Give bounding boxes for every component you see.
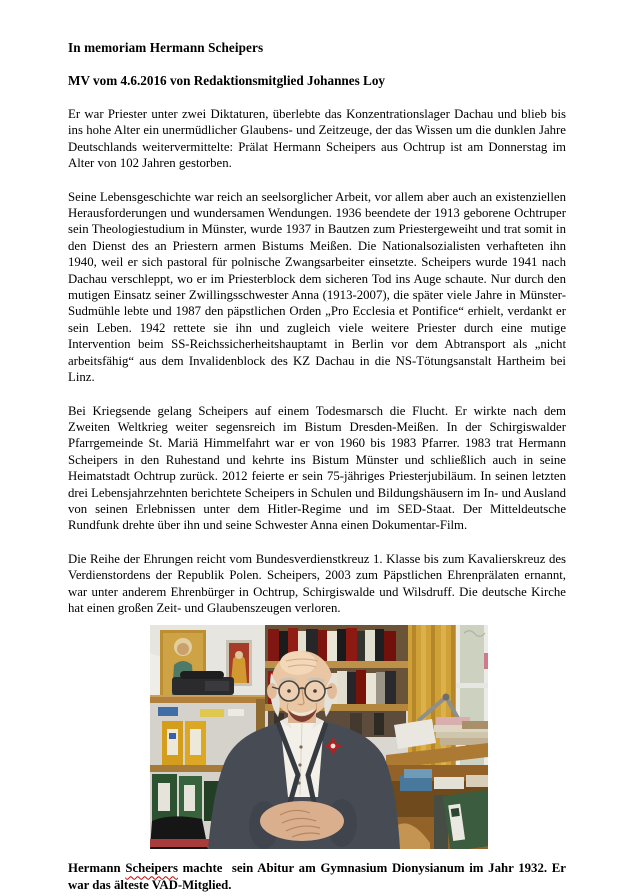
portrait-photo-scene <box>150 625 488 849</box>
paragraph-honors: Die Reihe der Ehrungen reicht vom Bundesverdienstkreuz 1. Klasse bis zum Kavalierskreuz des Verdienstordens der Republik Polen. Scheipers, 2003 zum Päpstlichen Ehrenprälaten ernannt, war unter anderem Ehrenbürger in Ochtrup, Schirgiswalde und Wilsdruff. Die deutsche Kirche hat einen großen Zeit- und Glaubenszeugen verloren. <box>68 551 566 615</box>
paragraph-life-story: Seine Lebensgeschichte war reich an seelsorglicher Arbeit, vor allem aber auch an existenziellen Herausforderungen und wundersamen Wendungen. 1936 beendete der 1913 geborene Ochtruper sein Theologiestudium in Münster, wurde 1937 in Bautzen zum Priestergeweiht und trat somit in den Dienst des an Priestern armen Bistums Meißen. Die Nationalsozialisten verhafteten ihn 1940, weil er sich pastoral für polnische Zwangsarbeiter einsetzte. Scheipers wurde 1941 nach Dachau verschleppt, wo er im Priesterblock dem sicheren Tod ins Auge schaute. Nur durch den mutigen Einsatz seiner Zwillingsschwester Anna (1913-2007), die später viele Jahre in Münster-Sudmühle lebte und 1987 den päpstlichen Orden „Pro Ecclesia et Pontifice“ erhielt, verdankt er sein Leben. 1942 rettete sie ihn und zugleich viele weitere Priester durch eine mutige Intervention beim SS-Reichssicherheitshauptamt in Berlin vor dem Abtransport als „nicht arbeitsfähig“ aus dem Invalidenblock des KZ Dachau in die NS-Tötungsanstalt Hartheim bei Linz. <box>68 189 566 385</box>
caption-text-start: Hermann <box>68 861 126 876</box>
green-binders-left <box>152 774 220 822</box>
folded-hands <box>260 801 344 841</box>
caption-misspelled-word: Scheipers <box>125 861 178 876</box>
green-binder-right <box>443 790 488 849</box>
portrait-photo <box>150 625 488 849</box>
photo-caption <box>68 860 570 893</box>
document-title: In memoriam Hermann Scheipers <box>68 40 264 55</box>
caption-text-rest: machte sein Abitur am Gymnasium Dionysianum im Jahr 1932. Er war das älteste VAD-Mitglied. <box>68 861 570 892</box>
paragraph-lead: Er war Priester unter zwei Diktaturen, überlebte das Konzentrationslager Dachau und blieb bis ins hohe Alter ein unermüdlicher Glaubens- und Zeitzeuge, der das Wissen um die dunklen Jahre Deutschlands weitervermittelte: Prälat Hermann Scheipers aus Ochtrup ist am Donnerstag im Alter von 102 Jahren gestorben. <box>68 107 566 171</box>
document-byline: MV vom 4.6.2016 von Redaktionsmitglied Johannes Loy <box>68 73 386 88</box>
paragraph-postwar: Bei Kriegsende gelang Scheipers auf einem Todesmarsch die Flucht. Er wirkte nach dem Zweiten Weltkrieg weiter segensreich im Bistum Dresden-Meißen. In der Schirgiswalder Pfarrgemeinde St. Mariä Himmelfahrt war er von 1960 bis 1983 Pfarrer. 1983 trat Hermann Scheipers in den Ruhestand und kehrte ins Bistum Münster und schließlich auch in seine Heimatstadt Ochtrup zurück. 2012 feierte er sein 75-jähriges Priesterjubiläum. In seinen letzten drei Lebensjahrzehnten berichtete Scheipers in Schulen und Bildungshäusern im In- und Ausland von seinen Erlebnissen unter dem Hitler-Regime und im SED-Staat. Der Mitteldeutsche Rundfunk drehte über ihn und seine Schwester Anna einen Dokumentar-Film. <box>68 403 566 533</box>
blue-box <box>158 707 178 716</box>
